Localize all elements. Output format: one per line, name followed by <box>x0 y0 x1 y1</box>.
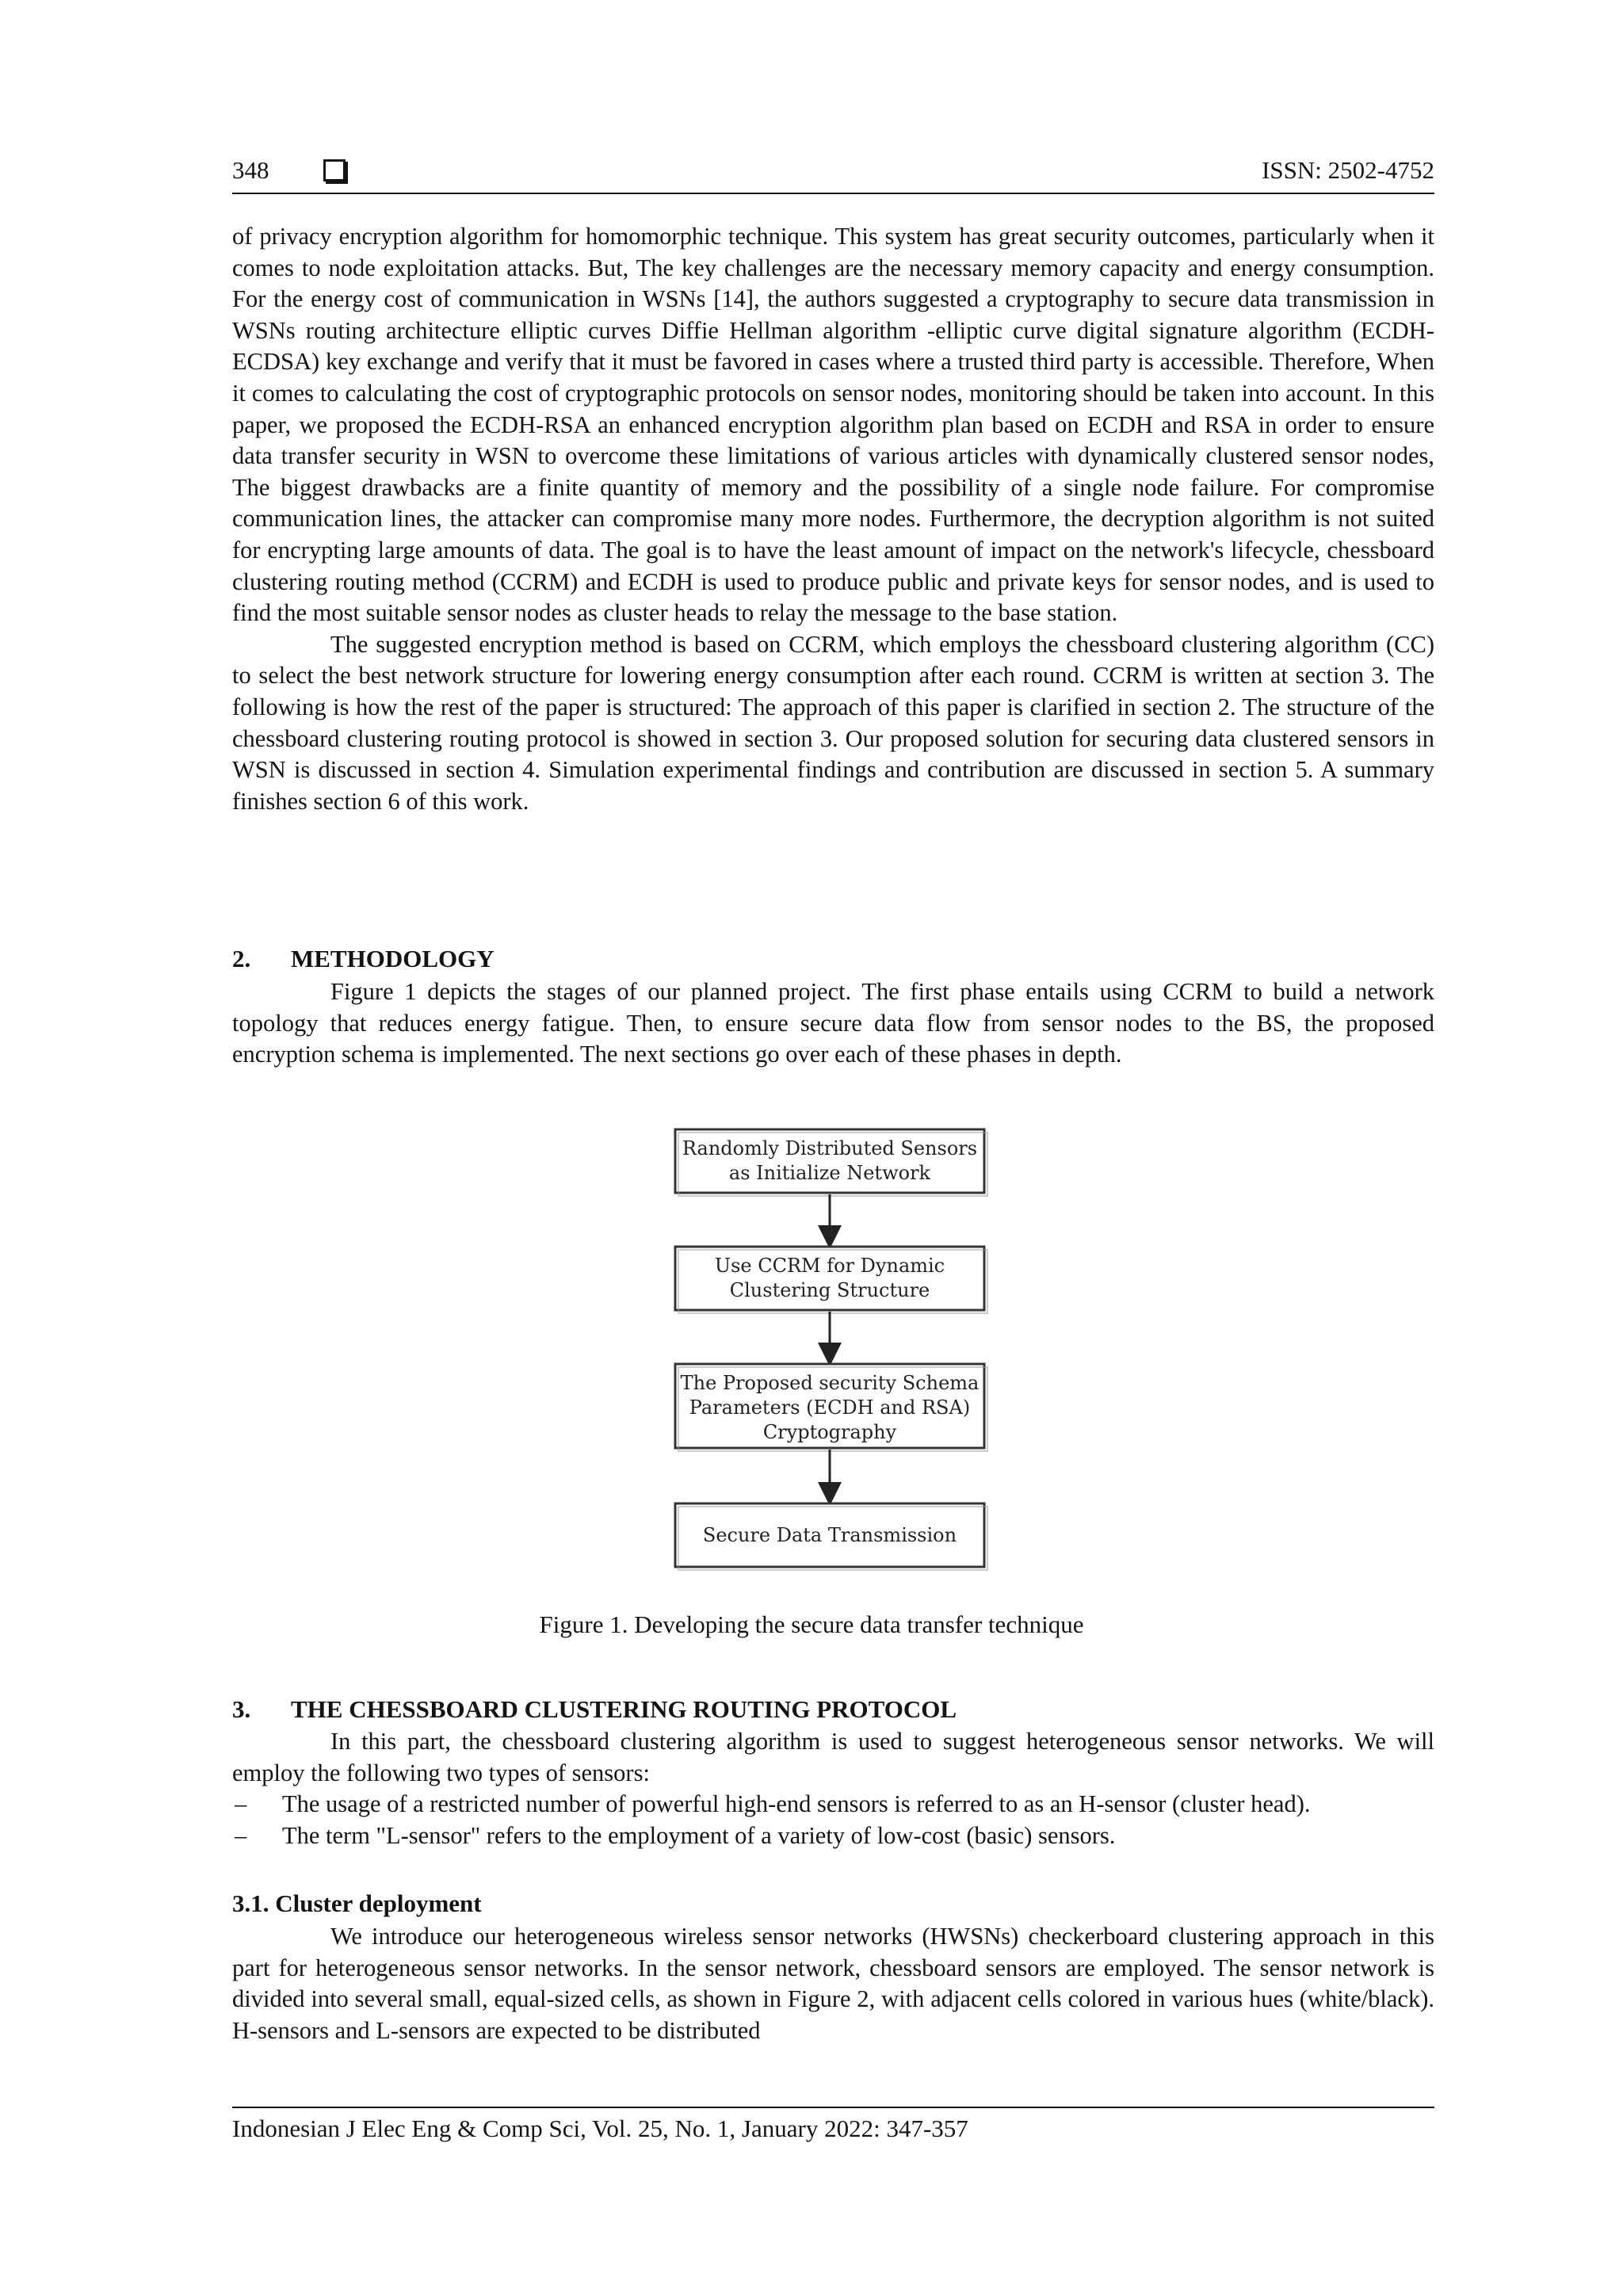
intro-text <box>232 221 1434 817</box>
header-rule <box>232 193 1434 194</box>
flow-box-3-line-2: Parameters (ECDH and RSA) <box>689 1396 971 1419</box>
running-header <box>232 156 1434 196</box>
section-title: THE CHESSBOARD CLUSTERING ROUTING PROTOCOL <box>291 1695 957 1723</box>
subsection-3-1-text <box>232 1921 1434 2046</box>
list-item <box>232 1789 1434 1820</box>
list-item-text: The usage of a restricted number of powerful high-end sensors is referred to as an H-sensor (cluster head). <box>282 1790 1311 1817</box>
section-3-text <box>232 1726 1434 1789</box>
flow-box-2 <box>675 1247 987 1313</box>
figure-1-caption: Figure 1. Developing the secure data transfer technique <box>539 1610 1084 1638</box>
flow-box-3-line-3: Cryptography <box>762 1421 897 1443</box>
flow-box-4-line-1: Secure Data Transmission <box>702 1524 957 1546</box>
list-item <box>232 1820 1434 1852</box>
flow-box-3 <box>675 1364 987 1451</box>
dash-marker: – <box>235 1790 247 1817</box>
cluster-deployment-paragraph: We introduce our heterogeneous wireless sensor networks (HWSNs) checkerboard clustering approach in this part for heterogeneous sensor networks. In the sensor network, chessboard sensors are employed. The sensor network is divided into several small, equal-sized cells, as shown in Figure 2, with adjacent cells colored in various hues (white/black). H-sensors and L-sensors are expected to be distributed <box>232 1923 1434 2044</box>
section-2-text <box>232 976 1434 1071</box>
dash-marker: – <box>235 1821 247 1849</box>
footer-rule <box>232 2107 1434 2108</box>
section-number: 2. <box>232 945 251 972</box>
subsection-3-1-heading: 3.1. Cluster deployment <box>232 1889 482 1917</box>
section-title: METHODOLOGY <box>291 945 495 972</box>
list-item-text: The term "L-sensor" refers to the employment of a variety of low-cost (basic) sensors. <box>282 1821 1116 1849</box>
issn-label: ISSN: 2502-4752 <box>1262 156 1434 184</box>
figure-1-flowchart <box>666 1121 999 1589</box>
intro-paragraph-2: The suggested encryption method is based on CCRM, which employs the chessboard clustering algorithm (CC) to select the best network structure for lowering energy consumption after each round. CCRM is written at section 3. The following is how the rest of the paper is structured: The approach of this paper is clarified in section 2. The structure of the chessboard clustering routing protocol is showed in section 3. Our proposed solution for securing data clustered sensors in WSN is discussed in section 4. Simulation experimental findings and contribution are discussed in section 5. A summary finishes section 6 of this work. <box>232 630 1434 815</box>
flow-box-2-line-2: Clustering Structure <box>729 1279 930 1301</box>
sensor-types-list <box>232 1789 1434 1851</box>
flow-box-3-line-1: The Proposed security Schema <box>680 1372 980 1394</box>
flow-box-1-line-1: Randomly Distributed Sensors <box>682 1137 978 1159</box>
flow-box-2-line-1: Use CCRM for Dynamic <box>714 1255 945 1277</box>
section-3-paragraph: In this part, the chessboard clustering algorithm is used to suggest heterogeneous sensor networks. We will employ the following two types of sensors: <box>232 1728 1434 1786</box>
intro-paragraph-1: of privacy encryption algorithm for homomorphic technique. This system has great security outcomes, particularly when it comes to node exploitation attacks. But, The key challenges are the necessary memory capacity and energy consumption. For the energy cost of communication in WSNs [14], the authors suggested a cryptography to secure data transmission in WSNs routing architecture elliptic curves Diffie Hellman algorithm -elliptic curve digital signature algorithm (ECDH-ECDSA) key exchange and verify that it must be favored in cases where a trusted third party is accessible. Therefore, When it comes to calculating the cost of cryptographic protocols on sensor nodes, monitoring should be taken into account. In this paper, we proposed the ECDH-RSA an enhanced encryption algorithm plan based on ECDH and RSA in order to ensure data transfer security in WSN to overcome these limitations of various articles with dynamically clustered sensor nodes, The biggest drawbacks are a finite quantity of memory and the possibility of a single node failure. For compromise communication lines, the attacker can compromise many more nodes. Furthermore, the decryption algorithm is not suited for encrypting large amounts of data. The goal is to have the least amount of impact on the network's lifecycle, chessboard clustering routing method (CCRM) and ECDH is used to produce public and private keys for sensor nodes, and is used to find the most suitable sensor nodes as cluster heads to relay the message to the base station. <box>232 223 1434 627</box>
section-number: 3. <box>232 1695 251 1723</box>
section-2-heading <box>232 945 495 973</box>
journal-footer: Indonesian J Elec Eng & Comp Sci, Vol. 25, No. 1, January 2022: 347-357 <box>232 2115 968 2142</box>
square-glyph-icon <box>323 159 346 181</box>
methodology-paragraph: Figure 1 depicts the stages of our planned project. The first phase entails using CCRM to build a network topology that reduces energy fatigue. Then, to ensure secure data flow from sensor nodes to the BS, the proposed encryption schema is implemented. The next sections go over each of these phases in depth. <box>232 978 1434 1068</box>
flow-box-1-line-2: as Initialize Network <box>728 1162 931 1184</box>
flow-box-1 <box>675 1129 987 1196</box>
section-3-heading <box>232 1695 957 1724</box>
page-number: 348 <box>232 156 269 184</box>
flow-box-4 <box>675 1503 987 1570</box>
